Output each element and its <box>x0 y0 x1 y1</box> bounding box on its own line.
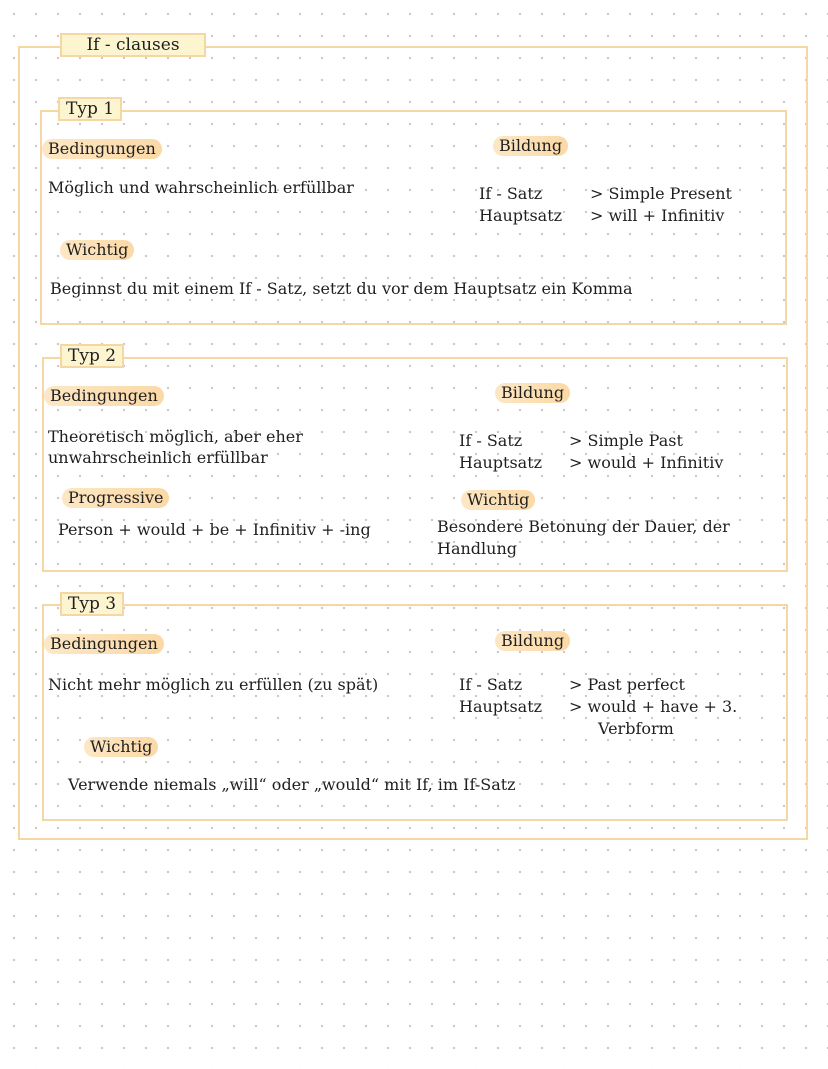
typ3-bildung-continuation: Verbform <box>598 719 674 738</box>
typ2-bildung-left-2: Hauptsatz <box>459 453 543 472</box>
typ1-bedingungen-text: Möglich und wahrscheinlich erfüllbar <box>48 178 354 197</box>
typ3-bedingungen-text: Nicht mehr möglich zu erfüllen (zu spät) <box>48 675 379 694</box>
typ2-wichtig-text-2: Handlung <box>437 539 518 558</box>
typ2-bildung-heading: Bildung <box>495 383 570 403</box>
typ3-bildung-left-2: Hauptsatz <box>459 697 543 716</box>
typ1-bildung-right-1: > Simple Present <box>590 184 732 203</box>
typ2-wichtig-text-1: Besondere Betonung der Dauer, der <box>437 517 730 536</box>
typ2-bedingungen-text-1: Theoretisch möglich, aber eher <box>48 427 303 446</box>
typ2-label: Typ 2 <box>60 344 124 368</box>
typ3-bildung-left-1: If - Satz <box>459 675 523 694</box>
page-title: If - clauses <box>60 33 206 57</box>
typ1-bedingungen-heading: Bedingungen <box>42 139 162 159</box>
typ2-bildung-left-1: If - Satz <box>459 431 523 450</box>
typ1-bildung-right-2: > will + Infinitiv <box>590 206 725 225</box>
typ1-label: Typ 1 <box>58 97 122 121</box>
typ2-progressive-text: Person + would + be + Infinitiv + -ing <box>58 520 371 539</box>
typ3-label: Typ 3 <box>60 592 124 616</box>
typ2-wichtig-heading: Wichtig <box>461 490 535 510</box>
typ3-bildung-heading: Bildung <box>495 631 570 651</box>
typ2-bildung-right-2: > would + Infinitiv <box>569 453 724 472</box>
typ1-bildung-left-1: If - Satz <box>479 184 543 203</box>
typ1-bildung-heading: Bildung <box>493 136 568 156</box>
typ2-bedingungen-heading: Bedingungen <box>44 386 164 406</box>
typ3-bedingungen-heading: Bedingungen <box>44 634 164 654</box>
typ3-wichtig-text: Verwende niemals „will“ oder „would“ mit If, im If-Satz <box>68 775 516 794</box>
typ2-progressive-heading: Progressive <box>62 488 169 508</box>
typ1-wichtig-heading: Wichtig <box>60 240 134 260</box>
typ1-bildung-left-2: Hauptsatz <box>479 206 563 225</box>
typ3-wichtig-heading: Wichtig <box>84 737 158 757</box>
typ2-bedingungen-text-2: unwahrscheinlich erfüllbar <box>48 448 268 467</box>
typ3-bildung-right-2: > would + have + 3. <box>569 697 738 716</box>
typ1-wichtig-text: Beginnst du mit einem If - Satz, setzt du vor dem Hauptsatz ein Komma <box>50 279 633 298</box>
typ2-bildung-right-1: > Simple Past <box>569 431 683 450</box>
typ3-bildung-right-1: > Past perfect <box>569 675 685 694</box>
